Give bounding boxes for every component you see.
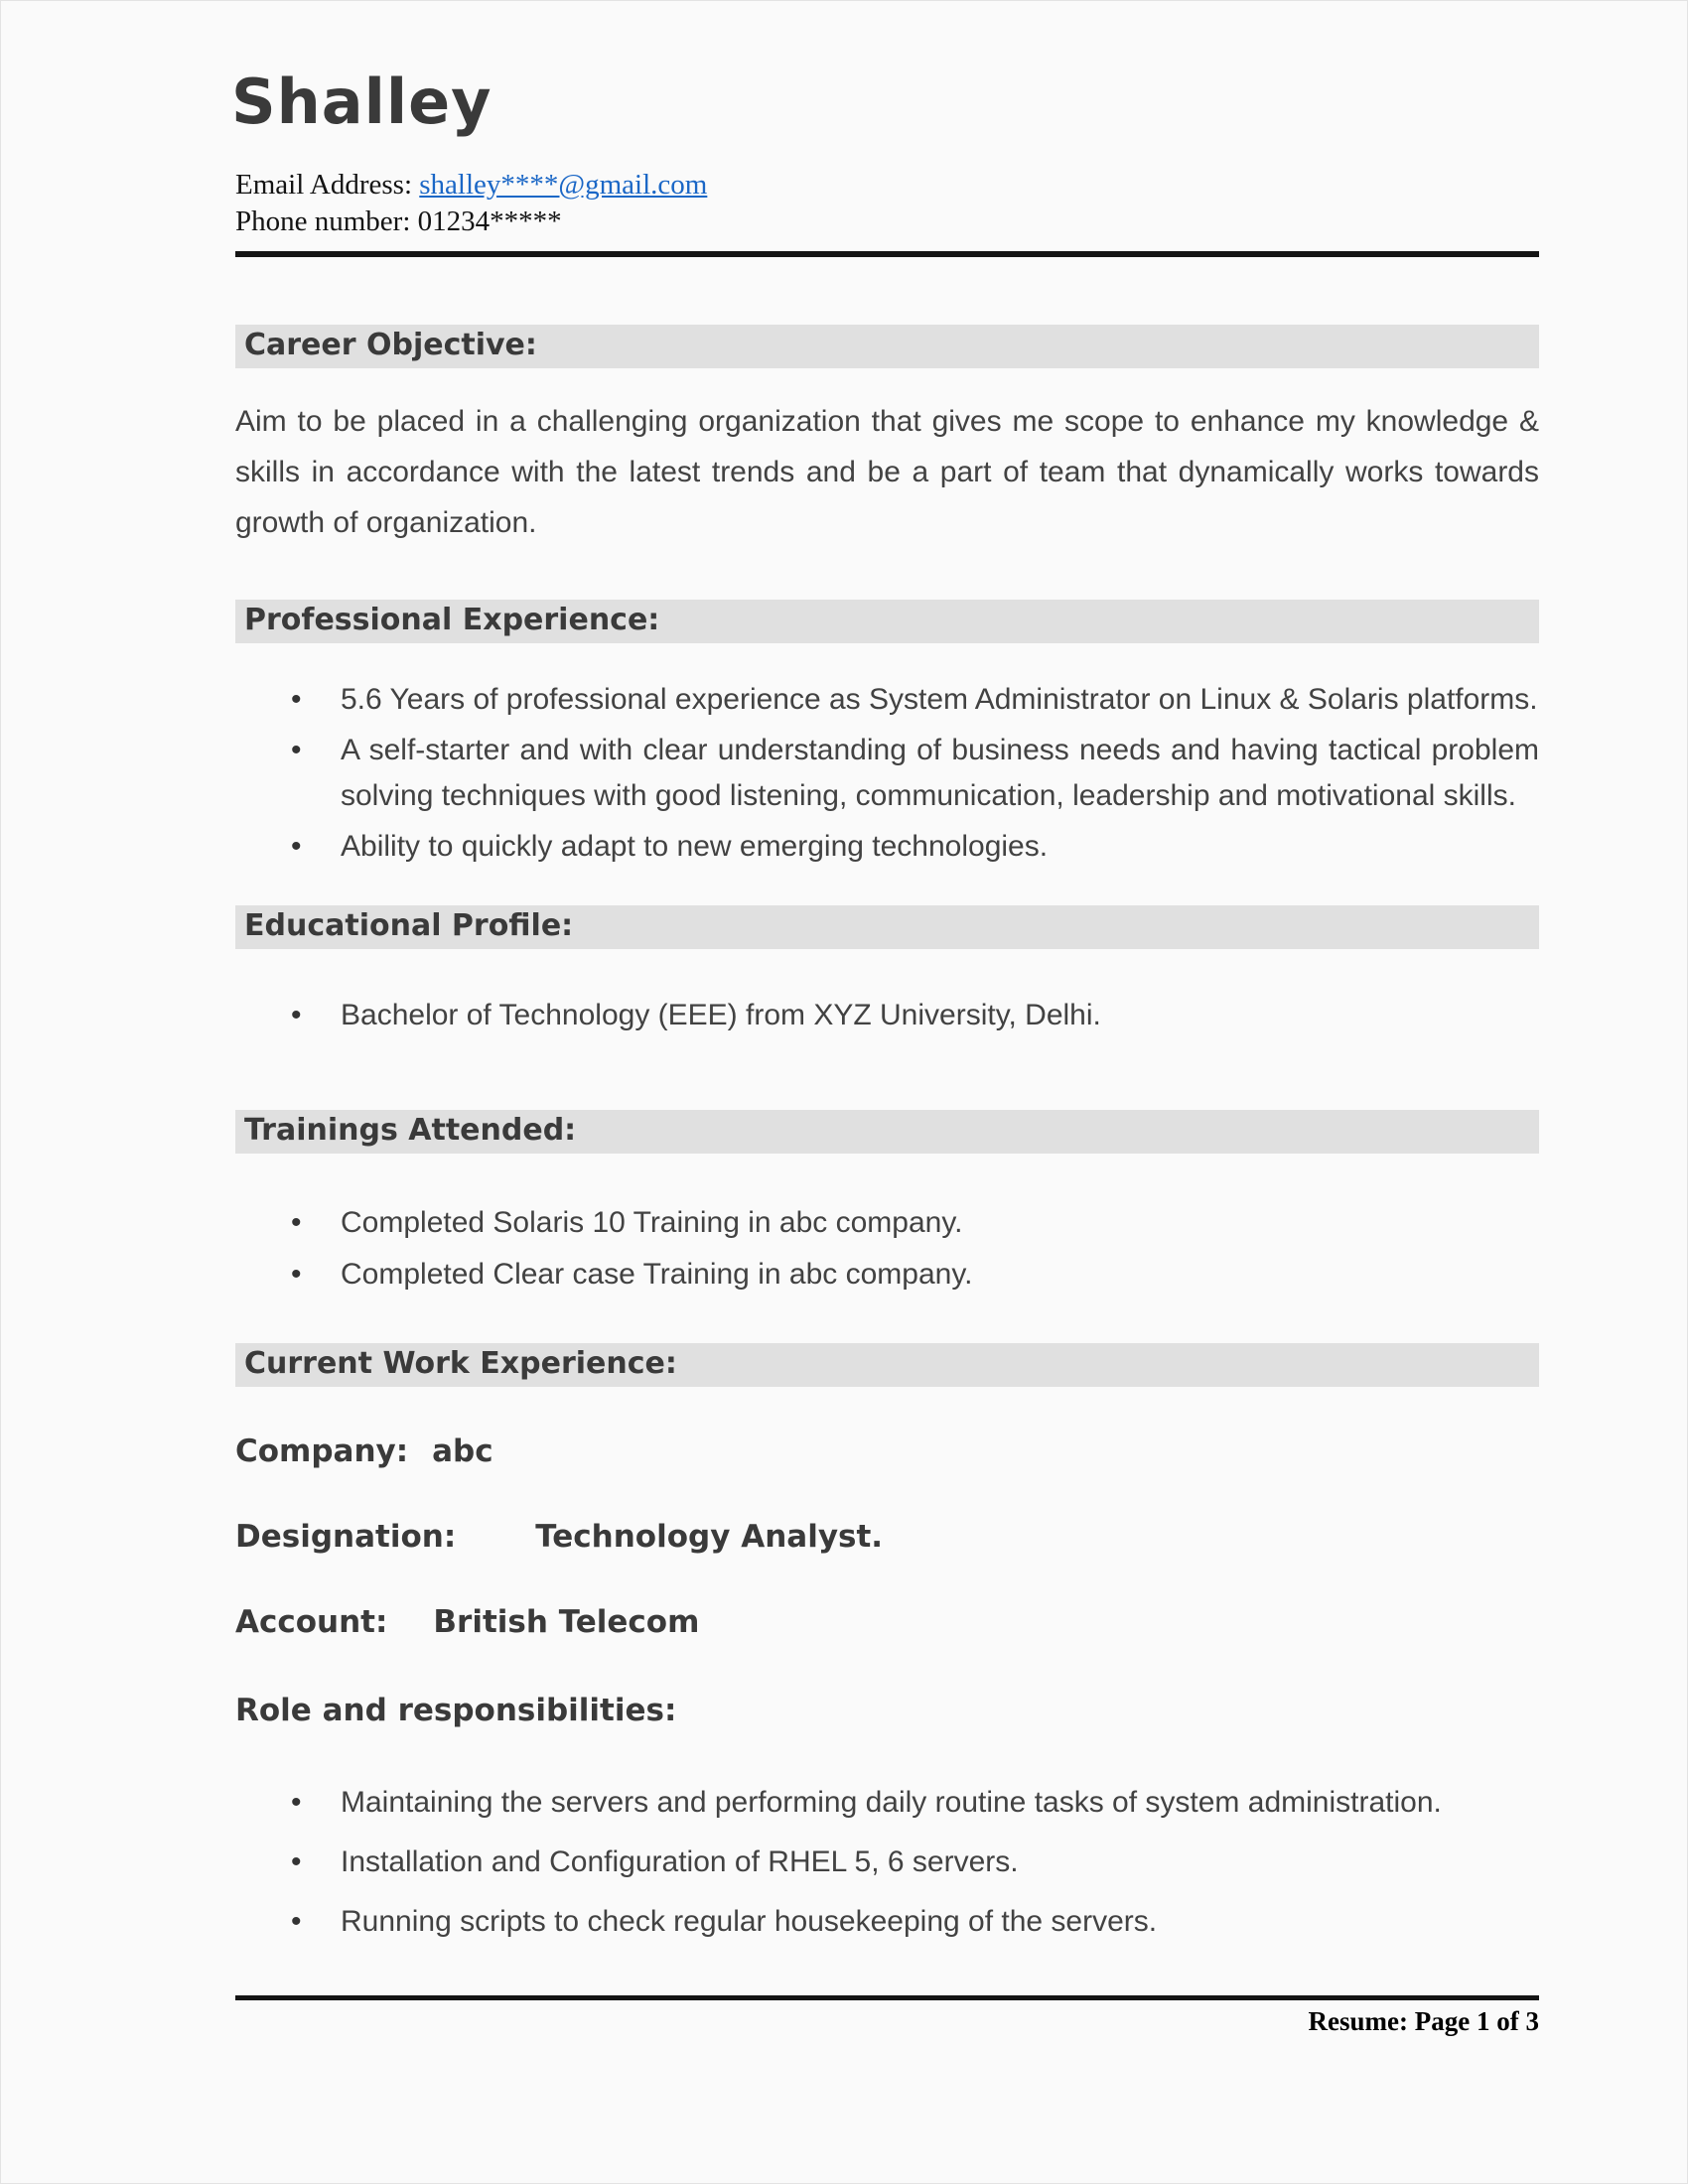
email-label: Email Address:	[235, 169, 413, 202]
career-objective-paragraph: Aim to be placed in a challenging organization that gives me scope to enhance my knowledge & skills in accordance with the latest trends and be a part of team that dynamically works towards growth of organization.	[235, 405, 1539, 540]
designation-value: Technology Analyst.	[535, 1519, 884, 1556]
list-item: • Bachelor of Technology (EEE) from XYZ University, Delhi.	[341, 993, 1539, 1038]
footer-divider	[235, 1995, 1539, 2000]
account-row	[235, 1605, 1539, 1639]
phone-value: 01234*****	[417, 205, 562, 238]
account-value: British Telecom	[433, 1604, 700, 1641]
contact-block	[235, 167, 1539, 240]
designation-row	[235, 1520, 1539, 1554]
header-divider	[235, 251, 1539, 257]
page-title: Shalley	[231, 66, 492, 138]
list-item: • Running scripts to check regular housekeeping of the servers.	[341, 1896, 1539, 1948]
trainings-attended-list	[235, 1199, 1539, 1297]
company-row	[235, 1434, 1539, 1468]
email-link[interactable]: shalley****@gmail.com	[419, 169, 708, 202]
email-line	[235, 167, 1539, 204]
phone-line	[235, 204, 1539, 240]
page-footer	[235, 1995, 1539, 2038]
list-item: • 5.6 Years of professional experience as System Administrator on Linux & Solaris platforms.	[341, 677, 1539, 723]
section-heading-professional-experience: Professional Experience:	[235, 600, 1539, 643]
page-number: Resume: Page 1 of 3	[1308, 2005, 1539, 2036]
role-responsibilities-list	[235, 1777, 1539, 1948]
role-responsibilities-heading: Role and responsibilities:	[235, 1692, 677, 1728]
professional-experience-list	[235, 677, 1539, 870]
section-heading-current-work-experience: Current Work Experience:	[235, 1343, 1539, 1387]
section-heading-educational-profile: Educational Profile:	[235, 905, 1539, 949]
list-item: • Installation and Configuration of RHEL 5, 6 servers.	[341, 1837, 1539, 1888]
phone-label: Phone number:	[235, 205, 411, 238]
company-label: Company:	[235, 1433, 409, 1470]
list-item: • Maintaining the servers and performing daily routine tasks of system administration.	[341, 1777, 1539, 1829]
list-item: • Completed Clear case Training in abc company.	[341, 1251, 1539, 1297]
list-item: • A self-starter and with clear understanding of business needs and having tactical problem solving techniques with good listening, communication, leadership and motivational skills.	[341, 728, 1539, 819]
section-heading-trainings-attended: Trainings Attended:	[235, 1110, 1539, 1154]
educational-profile-list	[235, 993, 1539, 1038]
resume-page	[1, 67, 1687, 2038]
designation-label: Designation:	[235, 1519, 457, 1556]
account-label: Account:	[235, 1604, 388, 1641]
list-item: • Completed Solaris 10 Training in abc company.	[341, 1199, 1539, 1246]
list-item: • Ability to quickly adapt to new emerging technologies.	[341, 824, 1539, 870]
section-heading-career-objective: Career Objective:	[235, 325, 1539, 368]
company-value: abc	[432, 1433, 493, 1470]
